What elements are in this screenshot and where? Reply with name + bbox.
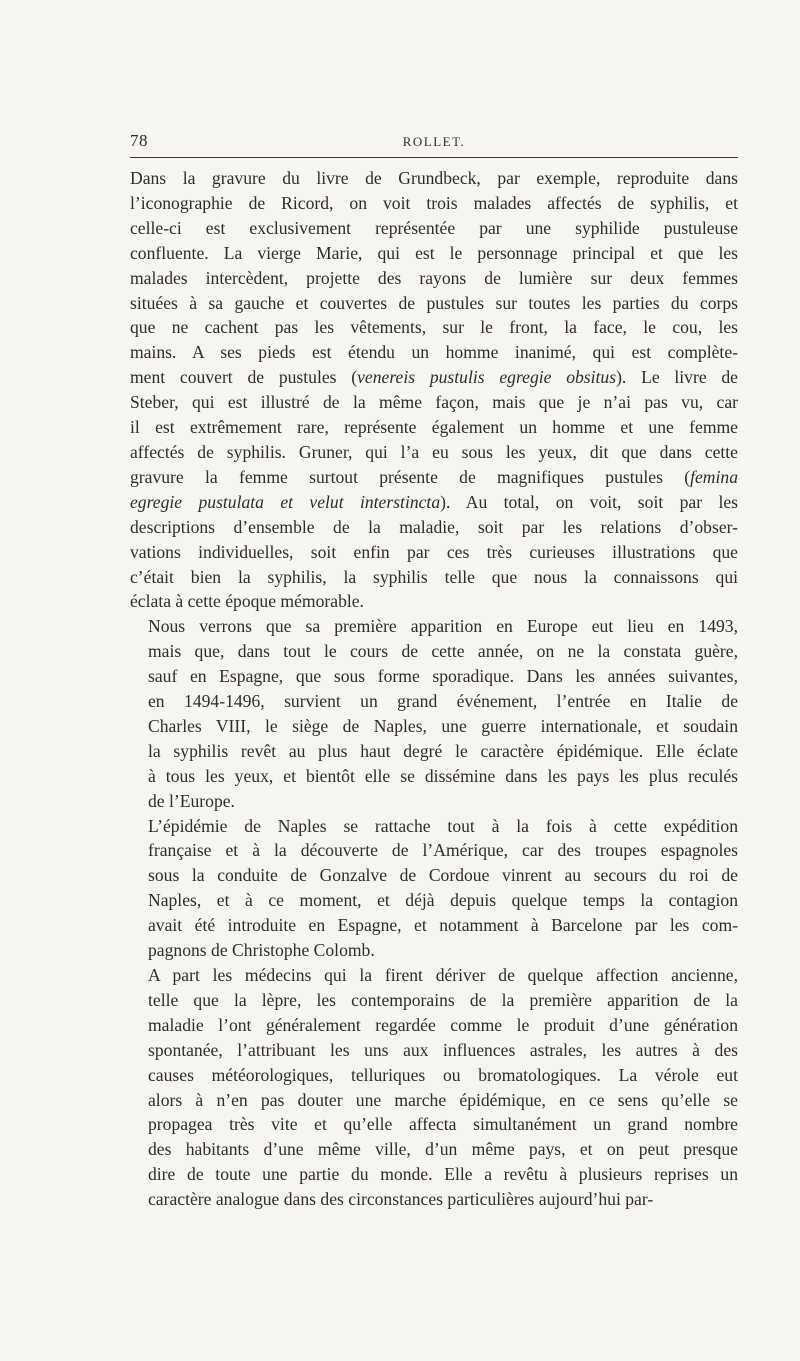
text-line: situées à sa gauche et couvertes de pustules sur toutes les parties du corps	[130, 292, 738, 313]
text-line: c’était bien la syphilis, la syphilis telle que nous la connaissons qui	[130, 566, 738, 587]
text-line: vations individuelles, soit enfin par ces très curieuses illustrations que	[130, 541, 738, 562]
text-line: que ne cachent pas les vêtements, sur le front, la face, le cou, les	[130, 317, 738, 338]
text-line: la syphilis revêt au plus haut degré le caractère épidémique. Elle éclate	[148, 740, 738, 761]
text-line: ment couvert de pustules (venereis pustulis egregie obsitus). Le livre de	[130, 367, 738, 388]
text-line: telle que la lèpre, les contemporains de la première apparition de la	[148, 989, 738, 1010]
text-line: sauf en Espagne, que sous forme sporadique. Dans les années suivantes,	[148, 666, 738, 687]
text-line: spontanée, l’attribuant les uns aux influences astrales, les autres à des	[148, 1039, 738, 1060]
text-line: causes météorologiques, telluriques ou bromatologiques. La vérole eut	[148, 1064, 738, 1085]
text-line: dire de toute une partie du monde. Elle a revêtu à plusieurs reprises un	[148, 1164, 738, 1185]
text-line: A part les médecins qui la firent dériver de quelque affection ancienne,	[148, 965, 738, 985]
text-line: Steber, qui est illustré de la même façon, mais que je n’ai pas vu, car	[130, 392, 738, 413]
text-line: avait été introduite en Espagne, et notamment à Barcelone par les com-	[148, 915, 738, 936]
text-line: de l’Europe.	[148, 790, 235, 811]
text-line: Dans la gravure du livre de Grundbeck, par exemple, reproduite dans	[130, 168, 738, 188]
text-line: caractère analogue dans des circonstances particulières aujourd’hui par-	[148, 1189, 654, 1210]
text-line: confluente. La vierge Marie, qui est le personnage principal et que les	[130, 242, 738, 263]
text-line: maladie l’ont généralement regardée comme le produit d’une génération	[148, 1014, 738, 1035]
text-line: éclata à cette époque mémorable.	[130, 591, 364, 612]
text-line: sous la conduite de Gonzalve de Cordoue vinrent au secours du roi de	[148, 865, 738, 886]
text-line: Naples, et à ce moment, et déjà depuis quelque temps la contagion	[148, 890, 738, 911]
text-line: des habitants d’une même ville, d’un même pays, et on peut presque	[148, 1139, 738, 1160]
text-line: egregie pustulata et velut interstincta). Au total, on voit, soit par les	[130, 491, 738, 512]
text-line: gravure la femme surtout présente de magnifiques pustules (femina	[130, 466, 738, 487]
text-line: mains. A ses pieds est étendu un homme inanimé, qui est complète-	[130, 342, 738, 363]
text-line: l’iconographie de Ricord, on voit trois malades affectés de syphilis, et	[130, 192, 738, 213]
text-line: il est extrêmement rare, représente également un homme et une femme	[130, 417, 738, 438]
text-line: alors à n’en pas douter une marche épidémique, en ce sens qu’elle se	[148, 1089, 738, 1110]
paragraph	[130, 963, 738, 1212]
text-line: propagea très vite et qu’elle affecta simultanément un grand nombre	[148, 1114, 738, 1135]
paragraph	[130, 614, 738, 813]
running-title: ROLLET.	[402, 134, 466, 149]
page-number: 78	[130, 131, 148, 150]
text-line: celle-ci est exclusivement représentée par une syphilide pustuleuse	[130, 217, 738, 238]
text-line: pagnons de Christophe Colomb.	[148, 940, 375, 961]
text-line: malades intercèdent, projette des rayons de lumière sur deux femmes	[130, 267, 738, 288]
text-line: à tous les yeux, et bientôt elle se dissémine dans les pays les plus reculés	[148, 765, 738, 786]
text-line: mais que, dans tout le cours de cette année, on ne la constata guère,	[148, 641, 738, 662]
body-text	[130, 166, 738, 1212]
text-line: française et à la découverte de l’Amérique, car des troupes espagnoles	[148, 840, 738, 861]
paragraph	[130, 166, 738, 614]
header-rule	[130, 157, 738, 158]
text-line: Charles VIII, le siège de Naples, une guerre internationale, et soudain	[148, 715, 738, 736]
paragraph	[130, 814, 738, 963]
text-line: en 1494-1496, survient un grand événement, l’entrée en Italie de	[148, 691, 738, 712]
text-line: descriptions d’ensemble de la maladie, soit par les relations d’obser-	[130, 516, 738, 537]
text-line: L’épidémie de Naples se rattache tout à la fois à cette expédition	[148, 815, 738, 836]
text-line: Nous verrons que sa première apparition en Europe eut lieu en 1493,	[148, 616, 738, 637]
running-head	[130, 131, 738, 153]
text-line: affectés de syphilis. Gruner, qui l’a eu sous les yeux, dit que dans cette	[130, 441, 738, 462]
